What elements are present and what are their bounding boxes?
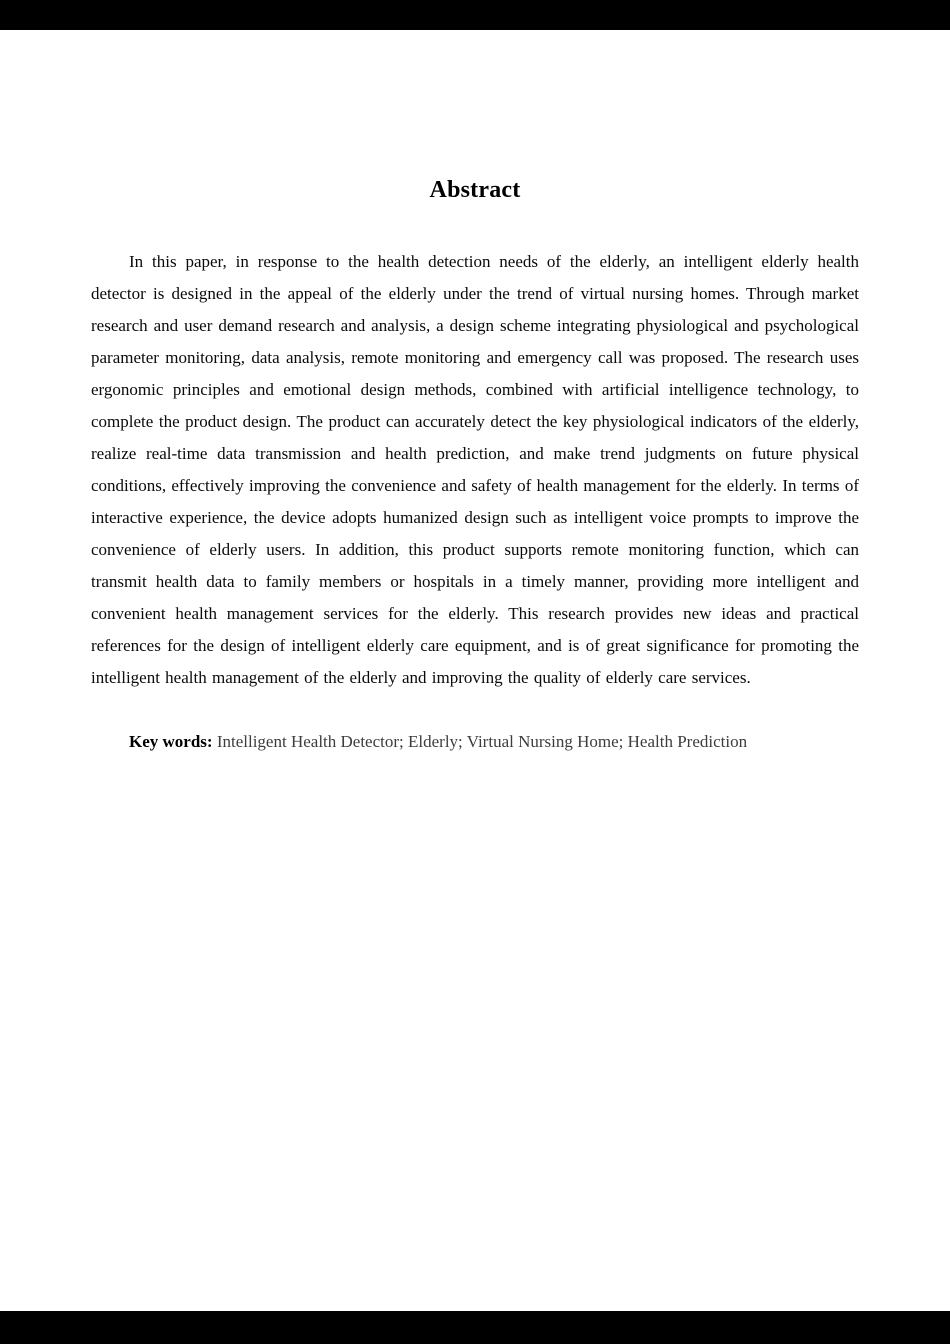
top-black-bar: [0, 0, 950, 30]
bottom-black-bar: [0, 1311, 950, 1344]
keywords-text: Intelligent Health Detector; Elderly; Virtual Nursing Home; Health Prediction: [212, 732, 748, 751]
keywords-line: [91, 726, 859, 758]
abstract-title: Abstract: [429, 177, 521, 203]
keywords-label: Key words:: [129, 732, 213, 751]
abstract-body-paragraph: In this paper, in response to the health detection needs of the elderly, an intelligent elderly health detector is designed in the appeal of the elderly under the trend of virtual nursing homes. Through market research and user demand research and analysis, a design scheme integrating physiological and psychological parameter monitoring, data analysis, remote monitoring and emergency call was proposed. The research uses ergonomic principles and emotional design methods, combined with artificial intelligence technology, to complete the product design. The product can accurately detect the key physiological indicators of the elderly, realize real-time data transmission and health prediction, and make trend judgments on future physical conditions, effectively improving the convenience and safety of health management for the elderly. In terms of interactive experience, the device adopts humanized design such as intelligent voice prompts to improve the convenience of elderly users. In addition, this product supports remote monitoring function, which can transmit health data to family members or hospitals in a timely manner, providing more intelligent and convenient health management services for the elderly. This research provides new ideas and practical references for the design of intelligent elderly care equipment, and is of great significance for promoting the intelligent health management of the elderly and improving the quality of elderly care services.: [91, 252, 859, 687]
abstract-section: [0, 30, 950, 758]
